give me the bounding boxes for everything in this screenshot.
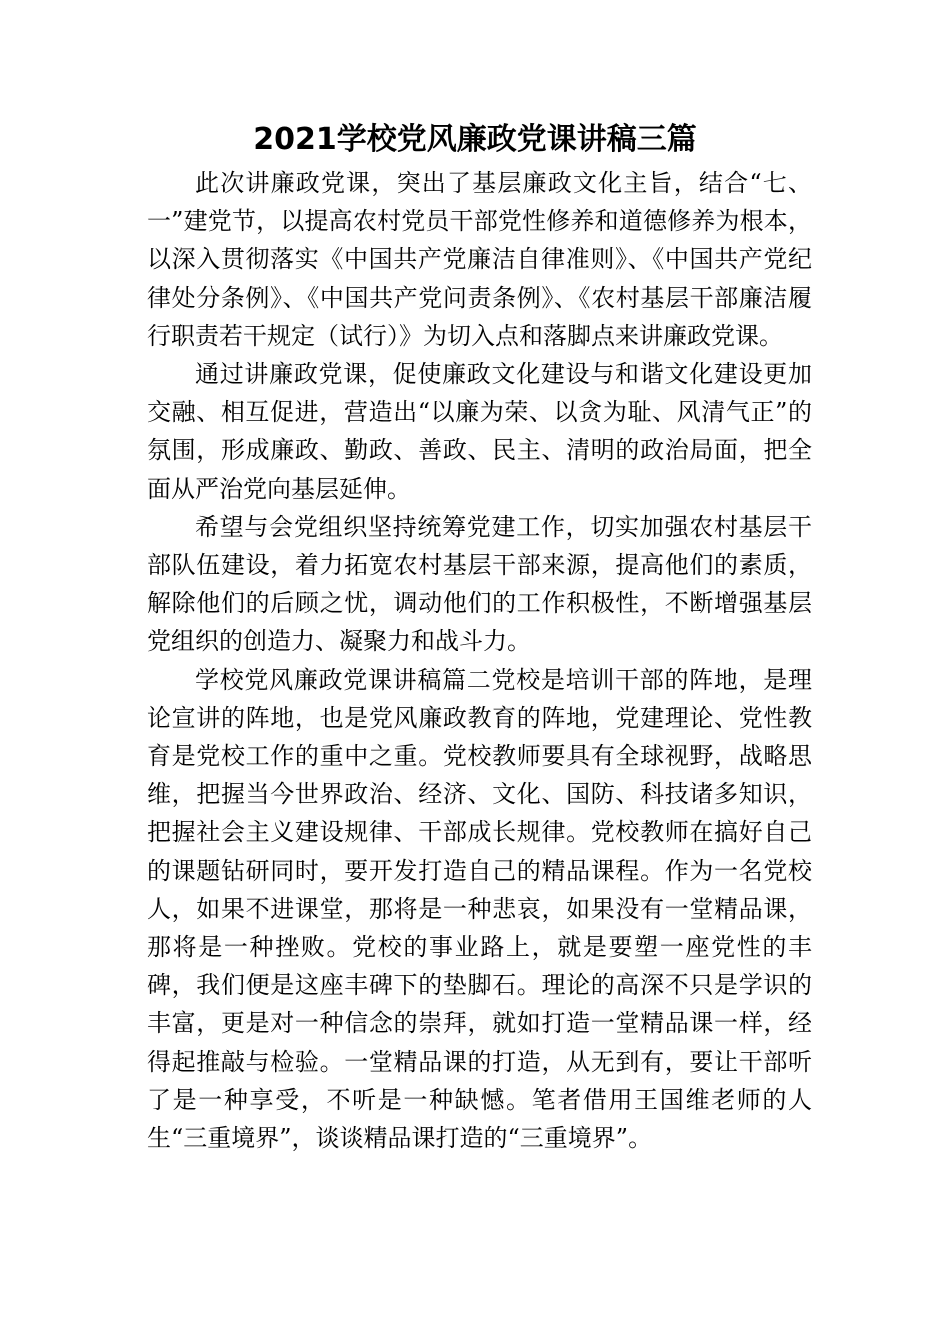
- paragraph-2: 通过讲廉政党课，促使廉政文化建设与和谐文化建设更加交融、相互促进，营造出“以廉为荣、以贪为耻、风清气正”的氛围，形成廉政、勤政、善政、民主、清明的政治局面，把全面从严治党向基层延伸。: [147, 360, 812, 503]
- document-body: [147, 164, 812, 1157]
- paragraph-3: 希望与会党组织坚持统筹党建工作，切实加强农村基层干部队伍建设，着力拓宽农村基层干部来源，提高他们的素质，解除他们的后顾之忧，调动他们的工作积极性，不断增强基层党组织的创造力、凝聚力和战斗力。: [147, 512, 812, 656]
- paragraph-4: 学校党风廉政党课讲稿篇二党校是培训干部的阵地，是理论宣讲的阵地，也是党风廉政教育的阵地，党建理论、党性教育是党校工作的重中之重。党校教师要具有全球视野，战略思维，把握当今世界政治、经济、文化、国防、科技诸多知识，把握社会主义建设规律、干部成长规律。党校教师在搞好自己的课题钻研同时，要开发打造自己的精品课程。作为一名党校人，如果不进课堂，那将是一种悲哀，如果没有一堂精品课，那将是一种挫败。党校的事业路上，就是要塑一座党性的丰碑，我们便是这座丰碑下的垫脚石。理论的高深不只是学识的丰富，更是对一种信念的崇拜，就如打造一堂精品课一样，经得起推敲与检验。一堂精品课的打造，从无到有，要让干部听了是一种享受，不听是一种缺憾。笔者借用王国维老师的人生“三重境界”，谈谈精品课打造的“三重境界”。: [147, 665, 812, 1153]
- document-title: 2021学校党风廉政党课讲稿三篇: [253, 122, 697, 157]
- paragraph-1: 此次讲廉政党课，突出了基层廉政文化主旨，结合“七、一”建党节，以提高农村党员干部党性修养和道德修养为根本，以深入贯彻落实《中国共产党廉洁自律准则》、《中国共产党纪律处分条例》、《中国共产党问责条例》、《农村基层干部廉洁履行职责若干规定（试行）》为切入点和落脚点来讲廉政党课。: [147, 169, 812, 350]
